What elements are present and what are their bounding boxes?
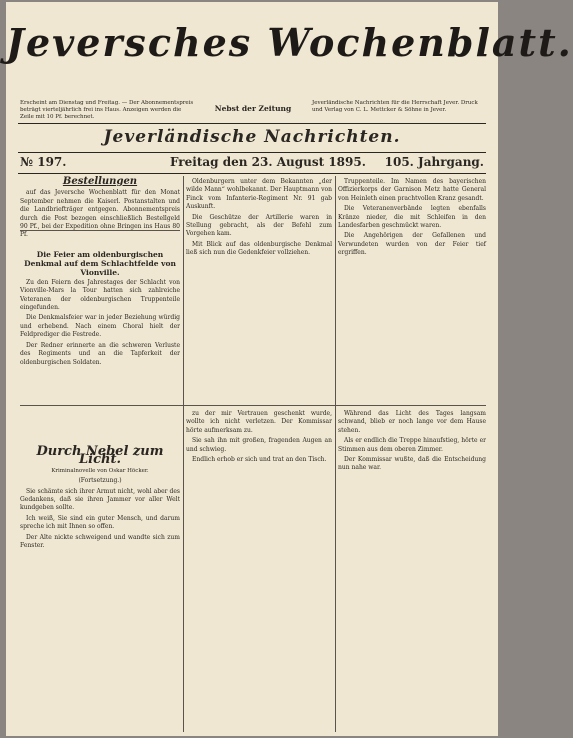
bestellungen-body: auf das Jeversche Wochenblatt für den Monat September nehmen die Kaiserl. Postanstalten und die Landbriefträger entgegen. Abonnementspreis durch die Post bezogen einschließlich Bestellgeld 90 Pf., bei der Expedition ohne Bringen ins Haus 80 Pf. <box>20 189 180 239</box>
header-right-info: Jeverländische Nachrichten für die Herrschaft Jever. Druck und Verlag von C. L. Mettcker & Söhne in Jever. <box>312 100 478 113</box>
story-paragraph: Der Alte nickte schweigend und wandte sich zum Fenster. <box>20 533 180 550</box>
article-paragraph: Die Veteranenverbände legten ebenfalls Kränze nieder, die mit Schleifen in den Landesfarben geschmückt waren. <box>338 205 486 230</box>
article-paragraph: Die Angehörigen der Gefallenen und Verwundeten wurden von der Feier tief ergriffen. <box>338 232 486 257</box>
article-paragraph: Truppenteile. Im Namen des bayerischen Offizierkorps der Garnison Metz hatte General von Heinleth einen prachtvollen Kranz gesandt. <box>338 178 486 202</box>
issue-number: № 197. <box>20 155 67 169</box>
story-paragraph: Ich weiß, Sie sind ein guter Mensch, und darum spreche ich mit Ihnen so offen. <box>20 514 180 531</box>
article-paragraph: Die Geschütze der Artillerie waren in Stellung gebracht, als der Befehl zum Vorgehen kam. <box>186 213 332 238</box>
story-paragraph: Endlich erhob er sich und trat an den Tisch. <box>192 456 327 464</box>
column-divider-1 <box>183 176 184 732</box>
bestellungen-title: Bestellungen <box>62 176 138 187</box>
dateline <box>20 155 484 171</box>
story-paragraph: Als er endlich die Treppe hinaufstieg, hörte er Stimmen aus dem oberen Zimmer. <box>338 437 486 453</box>
subtitle: Jeverländische Nachrichten. <box>103 127 401 147</box>
article-paragraph: Mit Blick auf das oldenburgische Denkmal ließ sich nun die Gedenkfeier vollziehen. <box>186 240 332 257</box>
article-paragraph: Die Denkmalsfeier war in jeder Beziehung würdig und erhebend. Nach einem Choral hielt der Feldprediger die Festrede. <box>20 314 180 339</box>
rule-date <box>18 173 486 174</box>
rule-top <box>18 123 486 124</box>
article-paragraph: Zu den Feiern des Jahrestages der Schlacht von Vionville-Mars la Tour hatten sich zahlreiche Veteranen der oldenburgischen Truppenteile eingefunden. <box>20 278 180 312</box>
masthead-title: Jeversches Wochenblatt. <box>6 20 573 65</box>
article-paragraph: Oldenburgern unter dem Bekannten „der wilde Mann“ wohlbekannt. Der Hauptmann von Finck vom Infanterie-Regiment Nr. 91 gab Auskunft. <box>186 178 332 211</box>
column-3 <box>338 178 486 260</box>
feuilleton-column-1 <box>20 444 180 552</box>
story-paragraph: Während das Licht des Tages langsam schwand, blieb er noch lange vor dem Hause stehen. <box>338 410 486 434</box>
story-continuation: (Fortsetzung.) <box>78 477 122 485</box>
volume-year: 105. Jahrgang. <box>384 155 484 169</box>
story-title: Durch Nebel zum Licht. <box>36 444 164 468</box>
story-byline: Kriminalnovelle von Oskar Höcker. <box>51 467 149 474</box>
header-middle-info: Nebst der Zeitung <box>214 104 292 113</box>
story-paragraph: Sie schämte sich ihrer Armut nicht, wohl aber des Gedankens, daß sie ihren Jammer vor aller Welt kundgeben sollte. <box>20 487 180 512</box>
column-2 <box>186 178 332 260</box>
story-paragraph: zu der mir Vertrauen geschenkt wurde, wollte ich nicht verletzen. Der Kommissar hörte aufmerksam zu. <box>186 410 332 434</box>
article-paragraph: Der Redner erinnerte an die schweren Verluste des Regiments und an die Tapferkeit der oldenburgischen Soldaten. <box>20 341 180 366</box>
story-paragraph: Sie sah ihn mit großen, fragenden Augen an und schwieg. <box>186 437 332 453</box>
newspaper-page <box>6 2 573 736</box>
header-left-info: Erscheint am Dienstag und Freitag. — Der Abonnementspreis beträgt vierteljährlich frei ins Haus. Anzeigen werden die Zeile mit 10 Pf. berechnet. <box>20 100 194 120</box>
issue-date: Freitag den 23. August 1895. <box>170 155 366 169</box>
feuilleton-column-2 <box>186 410 332 466</box>
feuilleton-divider <box>20 405 486 406</box>
feuilleton-column-3 <box>338 410 486 475</box>
column-1 <box>20 178 180 369</box>
story-paragraph: Der Kommissar wußte, daß die Entscheidung nun nahe war. <box>338 456 486 472</box>
column-divider-2 <box>335 176 336 732</box>
article-heading: Die Feier am oldenburgischen Denkmal auf dem Schlachtfelde von Vionville. <box>24 249 176 277</box>
rule-mid <box>18 152 486 153</box>
